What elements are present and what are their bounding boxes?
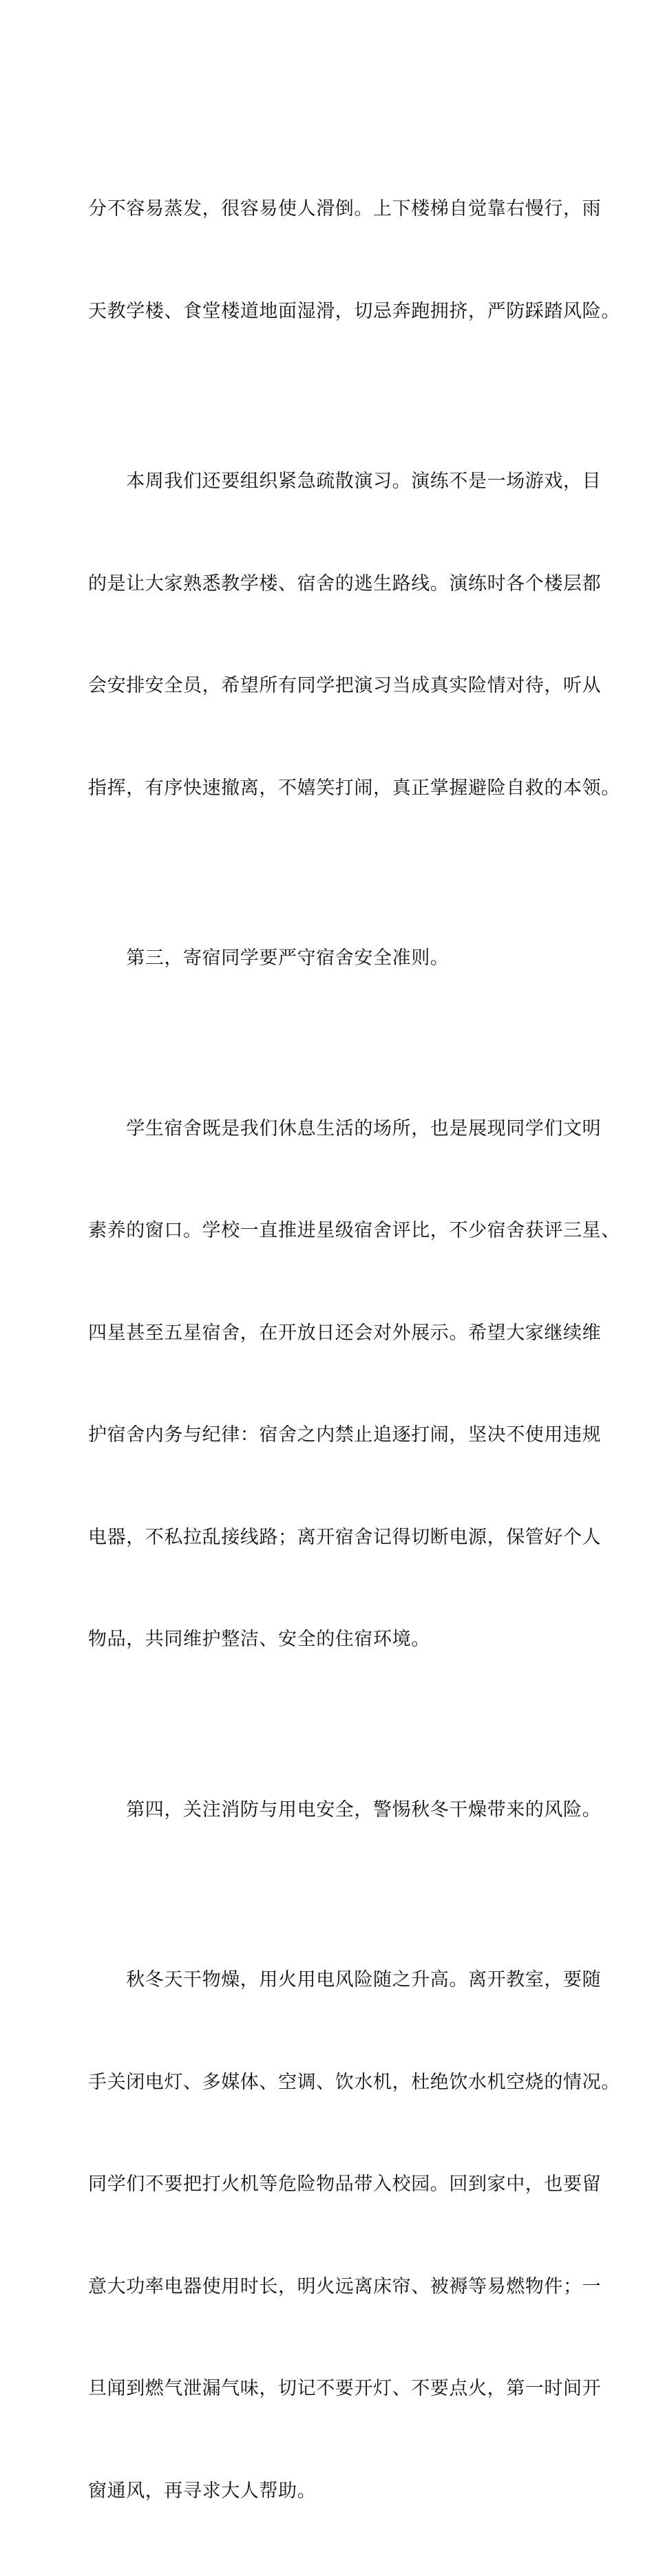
text-line: 学生宿舍既是我们休息生活的场所，也是展现同学们文明 (88, 1117, 602, 1139)
text-line: 手关闭电灯、多媒体、空调、饮水机，杜绝饮水机空烧的情况。 (88, 2071, 620, 2093)
text-line: 物品，共同维护整洁、安全的住宿环境。 (88, 1629, 430, 1650)
text-line: 第四，关注消防与用电安全，警惕秋冬干燥带来的风险。 (88, 1799, 602, 1821)
text-line: 意大功率电器使用时长，明火远离床帘、被褥等易燃物件；一 (88, 2275, 602, 2297)
paragraph-fire-safety (88, 1895, 620, 2576)
text-line: 四星甚至五星宿舍，在开放日还会对外展示。希望大家继续维 (88, 1322, 602, 1344)
paragraph-heading-third (88, 873, 578, 1044)
text-line: 同学们不要把打火机等危险物品带入校园。回到家中，也要留 (88, 2174, 602, 2195)
text-line: 本周我们还要组织紧急疏散演习。演练不是一场游戏，目 (88, 471, 602, 492)
text-line: 秋冬天干物燥，用火用电风险随之升高。离开教室，要随 (88, 1969, 602, 1990)
document-body (88, 124, 620, 2576)
text-line: 旦闻到燃气泄漏气味，切记不要开灯、不要点火，第一时间开 (88, 2378, 602, 2399)
text-line: 电器，不私拉乱接线路；离开宿舍记得切断电源，保管好个人 (88, 1526, 602, 1548)
text-line: 天教学楼、食堂楼道地面湿滑，切忌奔跑拥挤，严防踩踏风险。 (88, 300, 620, 322)
text-line: 窗通风，再寻求大人帮助。 (88, 2480, 317, 2502)
text-line: 指挥，有序快速撤离，不嬉笑打闹，真正掌握避险自救的本领。 (88, 777, 620, 799)
paragraph-heading-fourth (88, 1725, 602, 1896)
text-line: 护宿舍内务与纪律：宿舍之内禁止追逐打闹，坚决不使用违规 (88, 1424, 602, 1446)
paragraph-slip-warning (88, 124, 620, 396)
text-line: 会安排安全员，希望所有同学把演习当成真实险情对待，听从 (88, 675, 602, 696)
paragraph-evacuation-drill (88, 396, 620, 873)
text-line: 分不容易蒸发，很容易使人滑倒。上下楼梯自觉靠右慢行，雨 (88, 198, 602, 219)
text-line: 第三，寄宿同学要严守宿舍安全准则。 (88, 947, 450, 969)
paragraph-dormitory (88, 1044, 620, 1725)
text-line: 素养的窗口。学校一直推进星级宿舍评比，不少宿舍获评三星、 (88, 1220, 620, 1241)
text-line: 的是让大家熟悉教学楼、宿舍的逃生路线。演练时各个楼层都 (88, 572, 602, 594)
